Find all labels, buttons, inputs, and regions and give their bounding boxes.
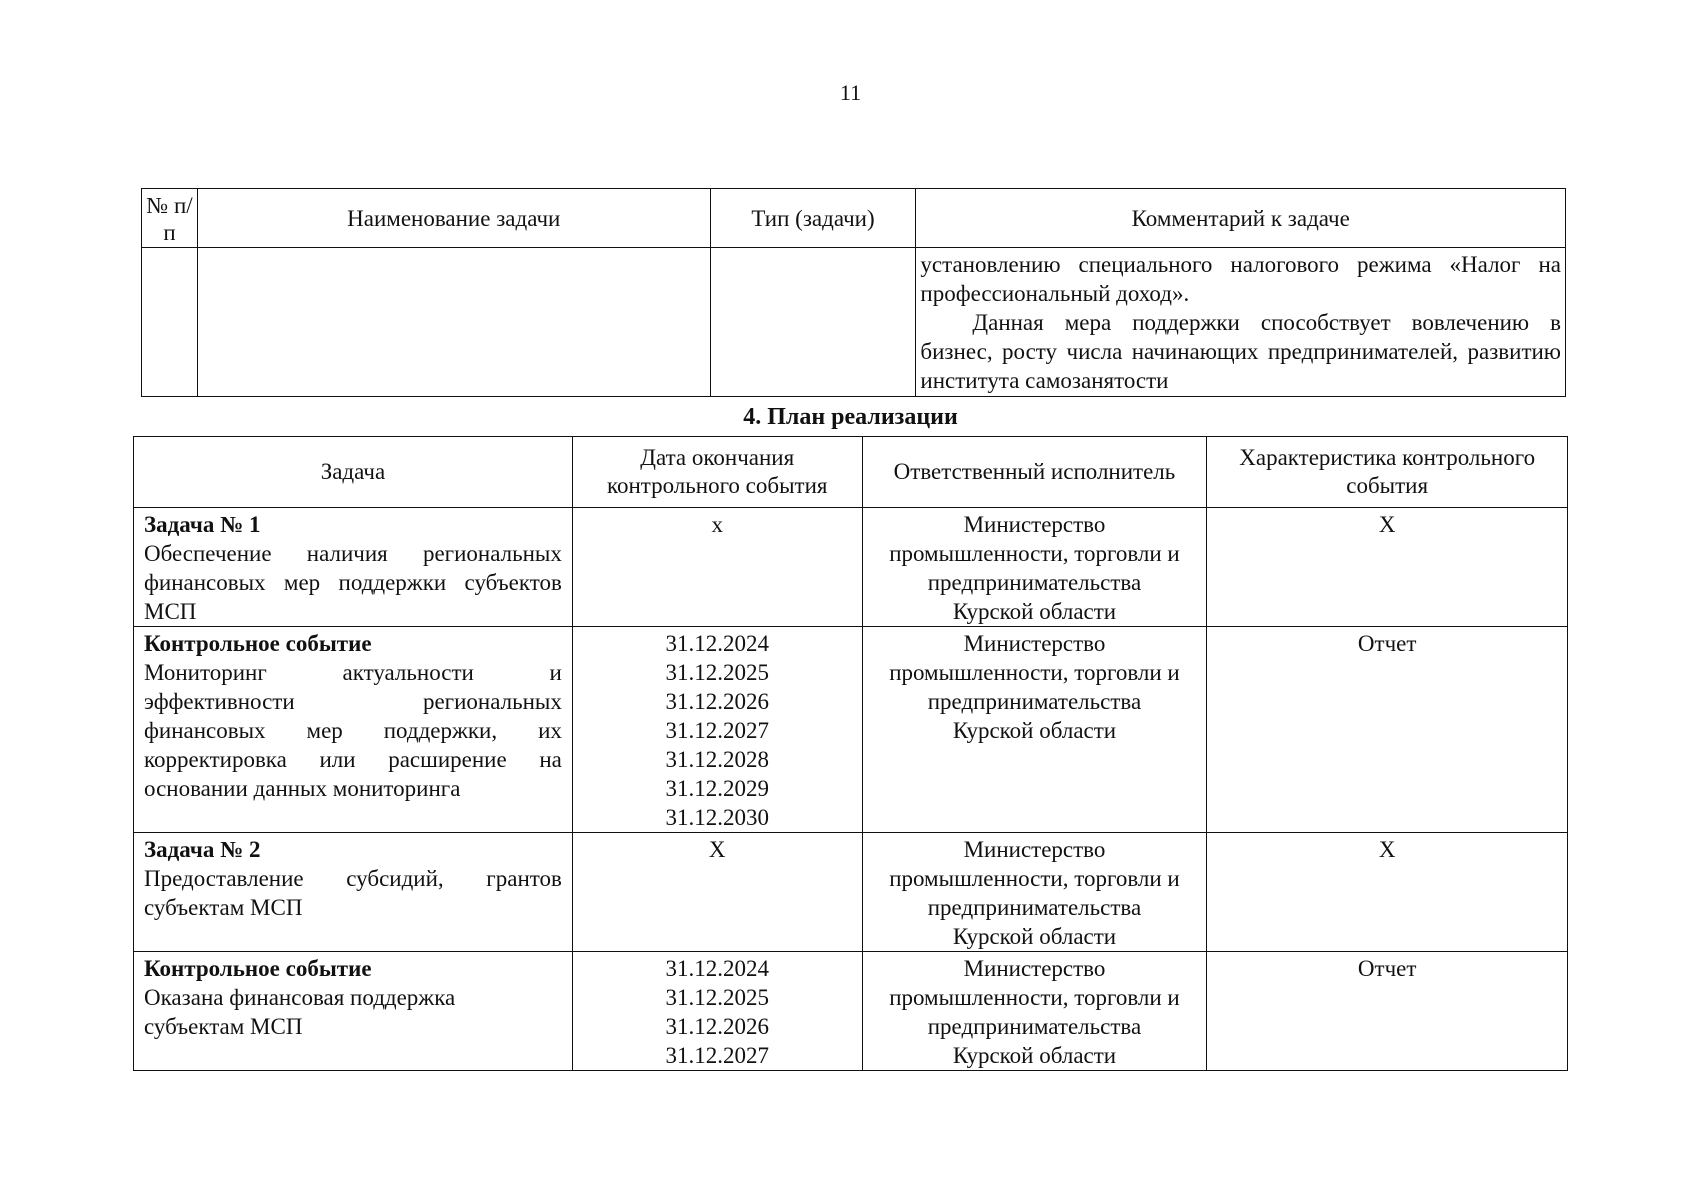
task-text: Предоставление субсидий, грантов субъектам МСП <box>144 866 562 920</box>
cell-task <box>134 508 573 627</box>
table-row <box>134 952 1568 1071</box>
task-comment-table <box>141 188 1566 397</box>
executor-line: промышленности, торговли и <box>889 541 1180 566</box>
cell-end-date <box>572 833 862 952</box>
executor-line: Курской области <box>952 924 1117 949</box>
date-value: х <box>711 512 723 537</box>
header-end-date: Дата окончания контрольного события <box>572 437 862 508</box>
cell-characteristic: Х <box>1207 833 1568 952</box>
cell-characteristic: Х <box>1207 508 1568 627</box>
header-task-type: Тип (задачи) <box>710 189 916 248</box>
cell-task-name <box>197 248 710 397</box>
task-title: Контрольное событие <box>144 956 372 981</box>
task-text: Оказана финансовая поддержка субъектам МСП <box>144 985 456 1039</box>
date-value: 31.12.2027 <box>665 1043 769 1068</box>
cell-task <box>134 833 573 952</box>
date-value: 31.12.2024 <box>665 631 769 656</box>
executor-line: Министерство <box>963 631 1106 656</box>
header-characteristic: Характеристика контрольного события <box>1207 437 1568 508</box>
task-text: Обеспечение наличия региональных финансовых мер поддержки субъектов МСП <box>144 541 562 624</box>
executor-line: Курской области <box>952 599 1117 624</box>
date-value: Х <box>708 837 726 862</box>
executor-line: предпринимательства <box>927 1014 1142 1039</box>
cell-task-type <box>710 248 916 397</box>
executor-line: предпринимательства <box>927 570 1142 595</box>
cell-end-date <box>572 627 862 833</box>
date-value: 31.12.2030 <box>665 805 769 830</box>
executor-line: Курской области <box>952 718 1117 743</box>
executor-line: промышленности, торговли и <box>889 985 1180 1010</box>
table-row <box>134 627 1568 833</box>
date-value: 31.12.2025 <box>665 985 769 1010</box>
executor-line: предпринимательства <box>927 689 1142 714</box>
cell-number <box>142 248 198 397</box>
cell-executor <box>862 508 1207 627</box>
table-header-row <box>142 189 1566 248</box>
executor-line: предпринимательства <box>927 895 1142 920</box>
date-value: 31.12.2029 <box>665 776 769 801</box>
task-text: Мониторинг актуальности и эффективности региональных финансовых мер поддержки, их корректировка или расширение на основании данных мониторинга <box>144 660 562 801</box>
cell-executor <box>862 952 1207 1071</box>
cell-characteristic: Отчет <box>1207 952 1568 1071</box>
section-title: 4. План реализации <box>743 404 958 430</box>
executor-line: промышленности, торговли и <box>889 660 1180 685</box>
comment-paragraph-1: установлению специального налогового режима «Налог на профессиональный доход». <box>920 252 1561 306</box>
executor-line: промышленности, торговли и <box>889 866 1180 891</box>
executor-line: Министерство <box>963 512 1106 537</box>
cell-task-comment <box>916 248 1566 397</box>
header-task-name: Наименование задачи <box>197 189 710 248</box>
cell-executor <box>862 833 1207 952</box>
date-value: 31.12.2026 <box>665 689 769 714</box>
table-header-row <box>134 437 1568 508</box>
header-number: № п/п <box>142 189 198 248</box>
cell-task <box>134 627 573 833</box>
executor-line: Министерство <box>963 837 1106 862</box>
task-title: Контрольное событие <box>144 631 372 656</box>
task-title: Задача № 1 <box>144 512 261 537</box>
table-row <box>134 508 1568 627</box>
header-task: Задача <box>134 437 573 508</box>
date-value: 31.12.2026 <box>665 1014 769 1039</box>
cell-end-date <box>572 952 862 1071</box>
header-task-comment: Комментарий к задаче <box>916 189 1566 248</box>
page-number: 11 <box>839 80 862 105</box>
date-value: 31.12.2025 <box>665 660 769 685</box>
executor-line: Министерство <box>963 956 1106 981</box>
executor-line: Курской области <box>952 1043 1117 1068</box>
table-row <box>142 248 1566 397</box>
cell-task <box>134 952 573 1071</box>
cell-executor <box>862 627 1207 833</box>
date-value: 31.12.2028 <box>665 747 769 772</box>
cell-characteristic: Отчет <box>1207 627 1568 833</box>
table-row <box>134 833 1568 952</box>
header-executor: Ответственный исполнитель <box>862 437 1207 508</box>
date-value: 31.12.2024 <box>665 956 769 981</box>
comment-paragraph-2: Данная мера поддержки способствует вовлечению в бизнес, росту числа начинающих предпринимателей, развитию института самозанятости <box>920 310 1561 393</box>
implementation-plan-table <box>133 436 1568 1071</box>
cell-end-date <box>572 508 862 627</box>
task-title: Задача № 2 <box>144 837 261 862</box>
date-value: 31.12.2027 <box>665 718 769 743</box>
